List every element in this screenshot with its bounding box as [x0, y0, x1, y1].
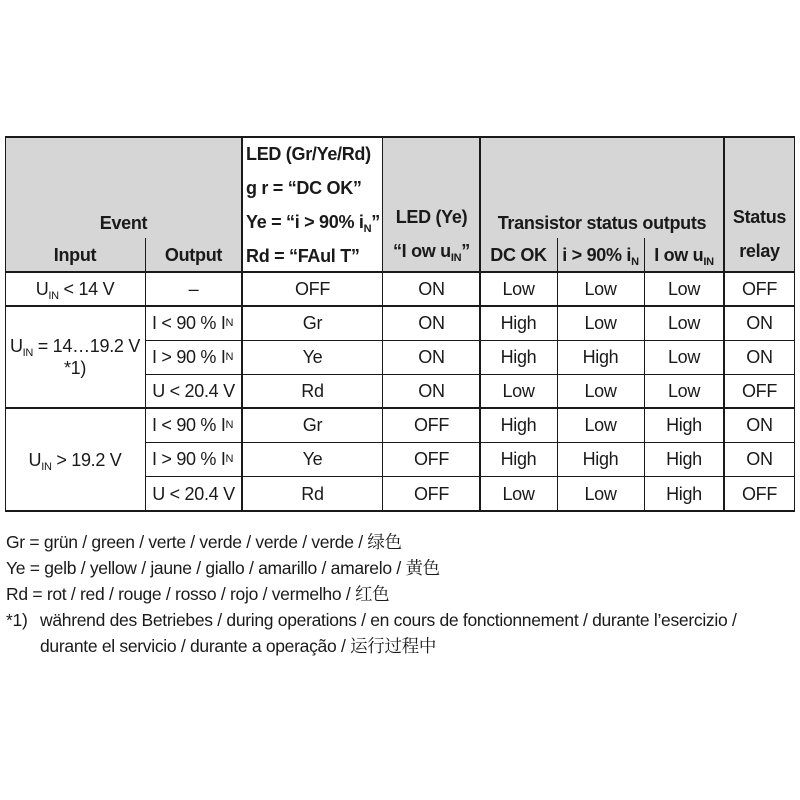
- cell-ledye: ON: [418, 347, 445, 367]
- footnote-line-1: während des Betriebes / during operations / en cours de fonctionnement / durante l’esercizio /: [40, 610, 737, 630]
- cell-igt: High: [582, 347, 619, 367]
- dcok-igt-divider: [557, 238, 558, 512]
- cell-lowu: High: [666, 415, 702, 435]
- cell-dcok: Low: [502, 381, 535, 401]
- input-group-1-label: $U_{IN} < 14$ V: [35, 279, 115, 302]
- status-label: Status: [732, 207, 787, 227]
- cell-dcok: High: [500, 449, 537, 469]
- header-input-label: Input: [53, 245, 97, 265]
- cell-igt: Low: [584, 313, 617, 333]
- low-u-label: I ow $u_{IN}$: [654, 245, 714, 268]
- cell-lowu: Low: [667, 347, 701, 367]
- cell-relay: ON: [746, 449, 773, 469]
- header-status-relay: [724, 136, 795, 272]
- led-multi-line-2: g r = “DC OK”: [246, 178, 362, 198]
- cell-ledye: ON: [418, 313, 445, 333]
- legend-green: Gr = grün / green / verte / verde / verde / verde / 绿色: [6, 532, 402, 552]
- cell-igt: Low: [584, 381, 617, 401]
- cell-dcok: Low: [502, 484, 535, 504]
- cell-dcok: High: [500, 313, 537, 333]
- input-group-2: [5, 306, 145, 408]
- cell-lowu: Low: [667, 313, 701, 333]
- cell-led: Gr: [302, 415, 323, 435]
- input-group-3: [5, 408, 145, 512]
- input-group-2-label: $U_{IN}$ = 14…19.2 V: [9, 336, 141, 359]
- status-table: [5, 136, 795, 512]
- input-group-3-label: $U_{IN} > 19.2$ V: [28, 450, 122, 473]
- cell-lowu: Low: [667, 279, 701, 299]
- table-left-border: [5, 136, 6, 512]
- cell-relay: OFF: [741, 279, 778, 299]
- cell-relay: OFF: [741, 484, 778, 504]
- header-dc-ok: [480, 238, 557, 272]
- cell-relay: ON: [746, 313, 773, 333]
- legend-yellow: Ye = gelb / yellow / jaune / giallo / amarillo / amarelo / 黄色: [6, 558, 440, 578]
- header-led-multi: [242, 136, 383, 272]
- cell-out: I < 90 % I N: [152, 415, 234, 435]
- cell-igt: Low: [584, 484, 617, 504]
- group-1-border: [5, 305, 795, 307]
- footnote-mark: *1): [6, 610, 28, 630]
- cell-led: Ye: [302, 347, 323, 367]
- transistor-label: Transistor status outputs: [497, 213, 707, 233]
- led-multi-line-3: Ye = “i > 90% $i_N$”: [246, 212, 380, 235]
- cell-out: I > 90 % I N: [152, 347, 234, 367]
- cell-dcok: Low: [502, 279, 535, 299]
- led-ledye-divider: [382, 136, 383, 512]
- dc-ok-label: DC OK: [490, 245, 547, 265]
- led-multi-line-1: LED (Gr/Ye/Rd): [246, 144, 371, 164]
- cell-led: Rd: [301, 484, 324, 504]
- cell-ledye: OFF: [413, 484, 450, 504]
- cell-relay: ON: [746, 415, 773, 435]
- header-event: [5, 136, 242, 238]
- group-2-border: [5, 407, 795, 409]
- cell-dcok: High: [500, 415, 537, 435]
- input-output-divider: [145, 238, 146, 512]
- cell-led: Ye: [302, 449, 323, 469]
- legend-notes: [6, 529, 796, 659]
- input-group-1: [5, 272, 145, 306]
- cell-lowu: Low: [667, 381, 701, 401]
- cell-lowu: High: [666, 484, 702, 504]
- cell-lowu: High: [666, 449, 702, 469]
- cell-ledye: OFF: [413, 449, 450, 469]
- footnote-cont: [6, 633, 796, 659]
- cell-out: –: [188, 279, 199, 299]
- cell-led: Rd: [301, 381, 324, 401]
- igt-lowu-divider: [644, 238, 645, 512]
- table-top-border: [5, 136, 795, 138]
- header-output-label: Output: [164, 245, 223, 265]
- input-group-2-note: *1): [63, 358, 87, 378]
- cell-relay: ON: [746, 347, 773, 367]
- cell-igt: High: [582, 449, 619, 469]
- table-right-border: [794, 136, 795, 512]
- relay-label: relay: [739, 241, 780, 261]
- cell-led: Gr: [302, 313, 323, 333]
- led-ye-subtitle: “I ow $u_{IN}$”: [392, 241, 470, 264]
- legend-red: Rd = rot / red / rouge / rosso / rojo / vermelho / 红色: [6, 584, 390, 604]
- header-led-ye: [383, 136, 480, 272]
- led-ye-title: LED (Ye): [395, 207, 468, 227]
- ledye-transistor-divider: [479, 136, 481, 512]
- cell-ledye: ON: [418, 279, 445, 299]
- header-event-label: Event: [99, 213, 148, 233]
- header-input: [5, 238, 145, 272]
- header-i-gt-90: [557, 238, 644, 272]
- cell-igt: Low: [584, 279, 617, 299]
- event-led-divider: [241, 136, 243, 512]
- header-output: [145, 238, 242, 272]
- led-multi-line-4: Rd = “FAul T”: [246, 246, 360, 266]
- cell-ledye: ON: [418, 381, 445, 401]
- cell-out: I > 90 % I N: [152, 449, 234, 469]
- table-bottom-border: [5, 510, 795, 512]
- cell-out: U < 20.4 V: [152, 381, 235, 401]
- cell-dcok: High: [500, 347, 537, 367]
- footnote: [6, 607, 796, 633]
- cell-led: OFF: [294, 279, 331, 299]
- transistor-relay-divider: [723, 136, 725, 512]
- cell-igt: Low: [584, 415, 617, 435]
- cell-relay: OFF: [741, 381, 778, 401]
- header-low-u: [644, 238, 724, 272]
- footnote-line-2: durante el servicio / durante a operação / 运行过程中: [40, 636, 437, 656]
- cell-out: U < 20.4 V: [152, 484, 235, 504]
- cell-out: I < 90 % I N: [152, 313, 234, 333]
- header-transistor: [480, 136, 724, 238]
- header-bottom-border: [5, 271, 795, 273]
- i-gt-label: i > 90% $i_N$: [562, 245, 639, 268]
- cell-ledye: OFF: [413, 415, 450, 435]
